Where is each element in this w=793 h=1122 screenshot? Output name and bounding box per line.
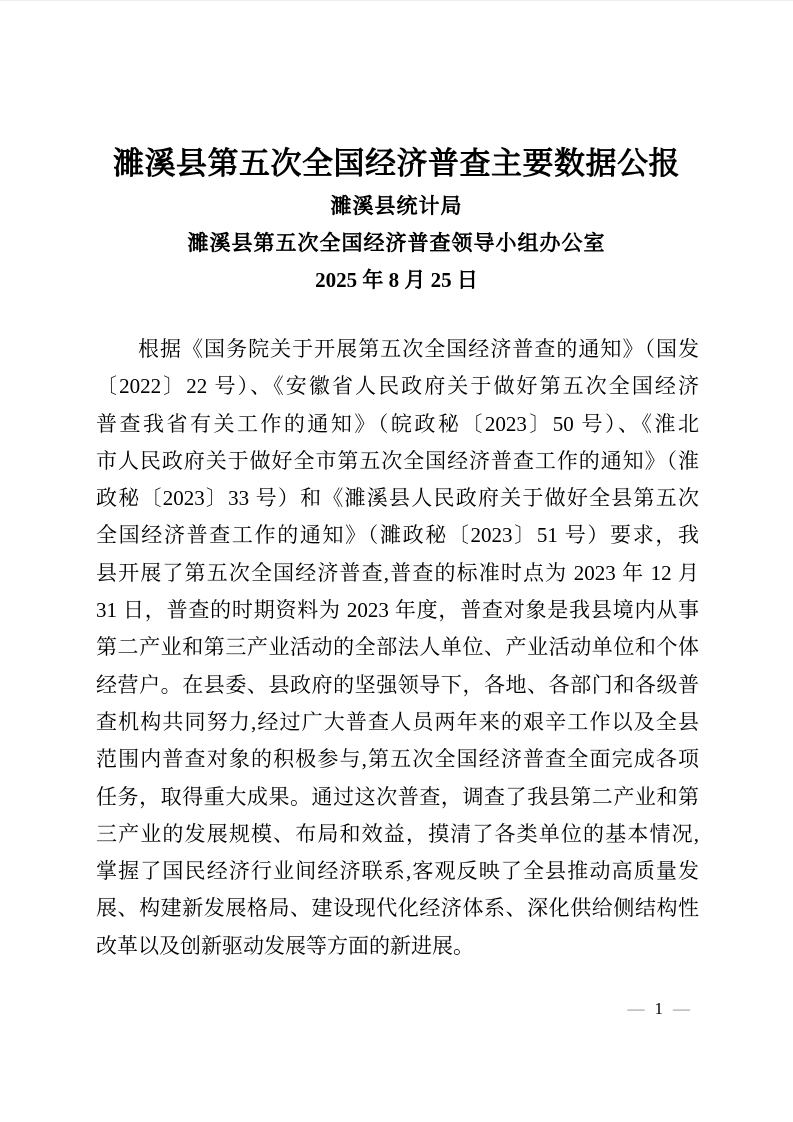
- body-line: 三产业的发展规模、布局和效益，摸清了各类单位的基本情况,: [96, 821, 699, 846]
- body-line: 县开展了第五次全国经济普查,普查的标准时点为 2023 年 12 月: [96, 560, 699, 585]
- body-line: 〔2022〕22 号）、《安徽省人民政府关于做好第五次全国经济: [96, 374, 699, 399]
- footer-page-number: 1: [654, 999, 663, 1018]
- body-paragraph: [96, 331, 699, 965]
- footer-left-dash: —: [627, 999, 645, 1018]
- body-line: 市人民政府关于做好全市第五次全国经济普查工作的通知》（淮: [96, 448, 699, 473]
- page-number: [628, 998, 691, 1020]
- body-line: 任务，取得重大成果。通过这次普查，调查了我县第二产业和第: [96, 784, 699, 809]
- issuer-census-leading-group-office: 濉溪县第五次全国经济普查领导小组办公室: [187, 231, 606, 255]
- document-title: 濉溪县第五次全国经济普查主要数据公报: [113, 146, 680, 181]
- body-line: 查机构共同努力,经过广大普查人员两年来的艰辛工作以及全县: [96, 709, 699, 734]
- publish-date: 2025 年 8 月 25 日: [315, 268, 478, 292]
- body-line: 经营户。在县委、县政府的坚强领导下，各地、各部门和各级普: [96, 672, 699, 697]
- body-line: 改革以及创新驱动发展等方面的新进展。: [96, 933, 474, 958]
- body-line: 根据《国务院关于开展第五次全国经济普查的通知》（国发: [138, 337, 699, 361]
- body-line: 31 日，普查的时期资料为 2023 年度，普查对象是我县境内从事: [96, 598, 699, 623]
- body-line: 第二产业和第三产业活动的全部法人单位、产业活动单位和个体: [96, 635, 699, 660]
- body-line: 政秘〔2023〕33 号）和《濉溪县人民政府关于做好全县第五次: [96, 486, 699, 511]
- issuer-statistics-bureau: 濉溪县统计局: [330, 194, 463, 218]
- body-line: 范围内普查对象的积极参与,第五次全国经济普查全面完成各项: [96, 747, 699, 772]
- body-line: 普查我省有关工作的通知》（皖政秘〔2023〕50 号）、《淮北: [96, 411, 699, 436]
- body-line: 全国经济普查工作的通知》（濉政秘〔2023〕51 号）要求，我: [96, 523, 699, 548]
- footer-right-dash: —: [673, 999, 690, 1018]
- body-line: 展、构建新发展格局、建设现代化经济体系、深化供给侧结构性: [96, 896, 699, 921]
- body-line: 掌握了国民经济行业间经济联系,客观反映了全县推动高质量发: [96, 859, 699, 884]
